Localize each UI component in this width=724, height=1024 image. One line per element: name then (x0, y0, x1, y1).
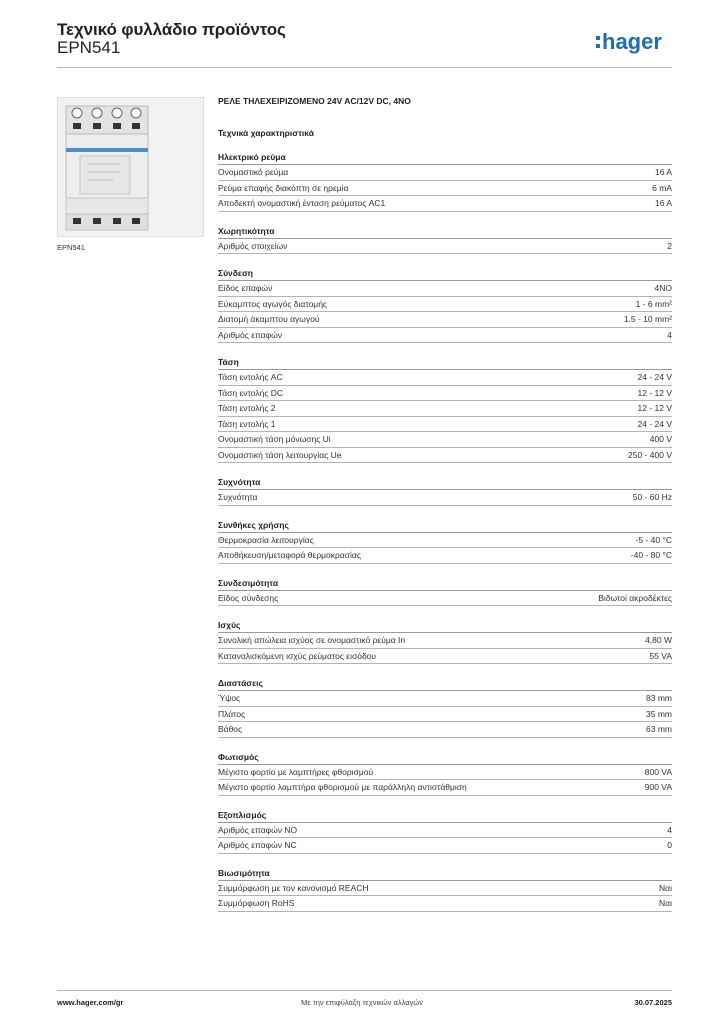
spec-row (218, 165, 672, 181)
spec-value: 4 (667, 824, 672, 835)
spec-groups (218, 150, 672, 912)
spec-value: 50 - 60 Hz (632, 492, 672, 502)
spec-row (218, 196, 672, 212)
spec-group-title: Φωτισμός (218, 750, 672, 765)
spec-value: 4 (667, 329, 672, 340)
spec-group (218, 618, 672, 664)
spec-group (218, 518, 672, 564)
spec-row (218, 297, 672, 313)
footer-date: 30.07.2025 (634, 998, 672, 1007)
spec-row (218, 312, 672, 328)
spec-label: Τάση εντολής AC (218, 372, 283, 382)
spec-row (218, 490, 672, 506)
hager-logo (594, 27, 674, 57)
product-image (57, 97, 204, 237)
spec-group-title: Διαστάσεις (218, 676, 672, 691)
spec-value: -40 - 80 °C (630, 550, 672, 560)
spec-row (218, 432, 672, 448)
spec-value: 16 A (654, 198, 672, 208)
spec-group (218, 266, 672, 343)
spec-value: 12 - 12 V (637, 403, 672, 413)
spec-value: 24 - 24 V (637, 372, 672, 382)
spec-label: Μέγιστο φορτίο λαμπτήρα φθορισμού με παράλληλη αντιστάθμιση (218, 782, 467, 792)
spec-row (218, 281, 672, 297)
spec-group (218, 866, 672, 912)
spec-label: Αριθμός στοιχείων (218, 240, 288, 251)
spec-label: Τάση εντολής 2 (218, 403, 276, 413)
spec-value: 1 - 6 mm² (635, 298, 672, 309)
spec-sheet (218, 94, 672, 912)
page-title: Τεχνικό φυλλάδιο προϊόντος (57, 20, 286, 39)
specs-heading: Τεχνικά χαρακτηριστικά (218, 128, 314, 138)
spec-label: Εύκαμπτος αγωγός διατομής (218, 298, 328, 309)
spec-label: Πλάτος (218, 708, 246, 719)
spec-row (218, 881, 672, 897)
spec-row (218, 328, 672, 344)
spec-row (218, 633, 672, 649)
spec-group (218, 576, 672, 607)
spec-row (218, 838, 672, 854)
spec-label: Αριθμός επαφών NC (218, 840, 297, 850)
spec-group-title: Χωρητικότητα (218, 224, 672, 239)
spec-row (218, 765, 672, 781)
spec-value: 1.5 - 10 mm² (623, 314, 672, 324)
image-caption: EPN541 (57, 243, 85, 252)
spec-value: 2 (667, 240, 672, 251)
spec-label: Αποδεκτή ονομαστική ένταση ρεύματος AC1 (218, 198, 386, 208)
spec-value: 24 - 24 V (637, 418, 672, 429)
footer-disclaimer: Με την επιφύλαξη τεχνικών αλλαγών (301, 998, 423, 1007)
spec-label: Συμμόρφωση με τον κανονισμό REACH (218, 882, 369, 893)
footer-website: www.hager.com/gr (57, 998, 124, 1007)
spec-row (218, 548, 672, 564)
spec-row (218, 417, 672, 433)
spec-label: Θερμοκρασία λειτουργίας (218, 534, 314, 545)
spec-value: 63 mm (646, 724, 672, 734)
spec-label: Βάθος (218, 724, 243, 734)
spec-row (218, 386, 672, 402)
spec-label: Ονομαστική τάση λειτουργίας Ue (218, 449, 342, 460)
spec-group (218, 355, 672, 463)
spec-value: 800 VA (644, 766, 672, 777)
spec-value: 16 A (654, 167, 672, 177)
spec-group-title: Ισχύς (218, 618, 672, 633)
spec-value: 4,80 W (645, 635, 672, 645)
spec-label: Ύψος (218, 693, 241, 703)
spec-label: Είδος σύνδεσης (218, 592, 279, 603)
spec-label: Συνολική απώλεια ισχύος σε ονομαστικό ρεύμα In (218, 635, 406, 645)
spec-group-title: Εξοπλισμός (218, 808, 672, 823)
spec-row (218, 780, 672, 796)
spec-row (218, 823, 672, 839)
spec-value: 250 - 400 V (628, 449, 672, 460)
spec-group-title: Βιωσιμότητα (218, 866, 672, 881)
spec-group-title: Συνθήκες χρήσης (218, 518, 672, 533)
spec-label: Ονομαστική τάση μόνωσης Ui (218, 434, 331, 444)
spec-value: 83 mm (646, 693, 672, 703)
spec-label: Ρεύμα επαφής διακόπτη σε ηρεμία (218, 182, 349, 193)
spec-value: Ναι (659, 882, 672, 893)
spec-row (218, 370, 672, 386)
spec-group (218, 475, 672, 506)
spec-group-title: Ηλεκτρικό ρεύμα (218, 150, 672, 165)
spec-value: Βιδωτοί ακροδέκτες (598, 592, 672, 603)
spec-row (218, 239, 672, 255)
product-code: EPN541 (57, 38, 121, 57)
spec-group-title: Σύνδεση (218, 266, 672, 281)
spec-value: 0 (667, 840, 672, 850)
spec-label: Τάση εντολής 1 (218, 418, 276, 429)
spec-row (218, 722, 672, 738)
spec-row (218, 591, 672, 607)
spec-label: Είδος επαφών (218, 283, 273, 293)
spec-value: 12 - 12 V (637, 387, 672, 398)
spec-label: Μέγιστο φορτίο με λαμπτήρες φθορισμού (218, 766, 374, 777)
spec-group (218, 676, 672, 738)
spec-label: Διατομή άκαμπτου αγωγού (218, 314, 320, 324)
spec-group-title: Τάση (218, 355, 672, 370)
spec-label: Αποθήκευση/μεταφορά θερμοκρασίας (218, 550, 361, 560)
spec-group-title: Συχνότητα (218, 475, 672, 490)
spec-label: Αριθμός επαφών NO (218, 824, 298, 835)
spec-label: Καταναλισκόμενη ισχύς ρεύματος εισόδου (218, 650, 377, 661)
spec-label: Συχνότητα (218, 492, 258, 502)
spec-value: 4NO (654, 283, 672, 293)
spec-value: 55 VA (649, 650, 672, 661)
spec-row (218, 691, 672, 707)
spec-value: -5 - 40 °C (635, 534, 672, 545)
spec-value: 35 mm (646, 708, 672, 719)
spec-row (218, 649, 672, 665)
spec-group (218, 808, 672, 854)
spec-value: 400 V (649, 434, 672, 444)
footer-divider (57, 990, 672, 991)
product-name: ΡΕΛΕ ΤΗΛΕΧΕΙΡΙΖΟΜΕΝΟ 24V AC/12V DC, 4NO (218, 96, 411, 106)
spec-group-title: Συνδεσιμότητα (218, 576, 672, 591)
spec-row (218, 401, 672, 417)
spec-value: Ναι (659, 898, 672, 908)
spec-value: 6 mA (652, 182, 672, 193)
spec-row (218, 448, 672, 464)
spec-row (218, 533, 672, 549)
spec-label: Ονομαστικό ρεύμα (218, 167, 289, 177)
spec-row (218, 707, 672, 723)
spec-group (218, 750, 672, 796)
spec-row (218, 181, 672, 197)
spec-row (218, 896, 672, 912)
spec-label: Αριθμός επαφών (218, 329, 283, 340)
spec-group (218, 150, 672, 212)
svg-text:hager: hager (602, 29, 662, 54)
spec-label: Τάση εντολής DC (218, 387, 284, 398)
spec-value: 900 VA (644, 782, 672, 792)
spec-group (218, 224, 672, 255)
spec-label: Συμμόρφωση RoHS (218, 898, 295, 908)
header-divider (57, 67, 672, 68)
